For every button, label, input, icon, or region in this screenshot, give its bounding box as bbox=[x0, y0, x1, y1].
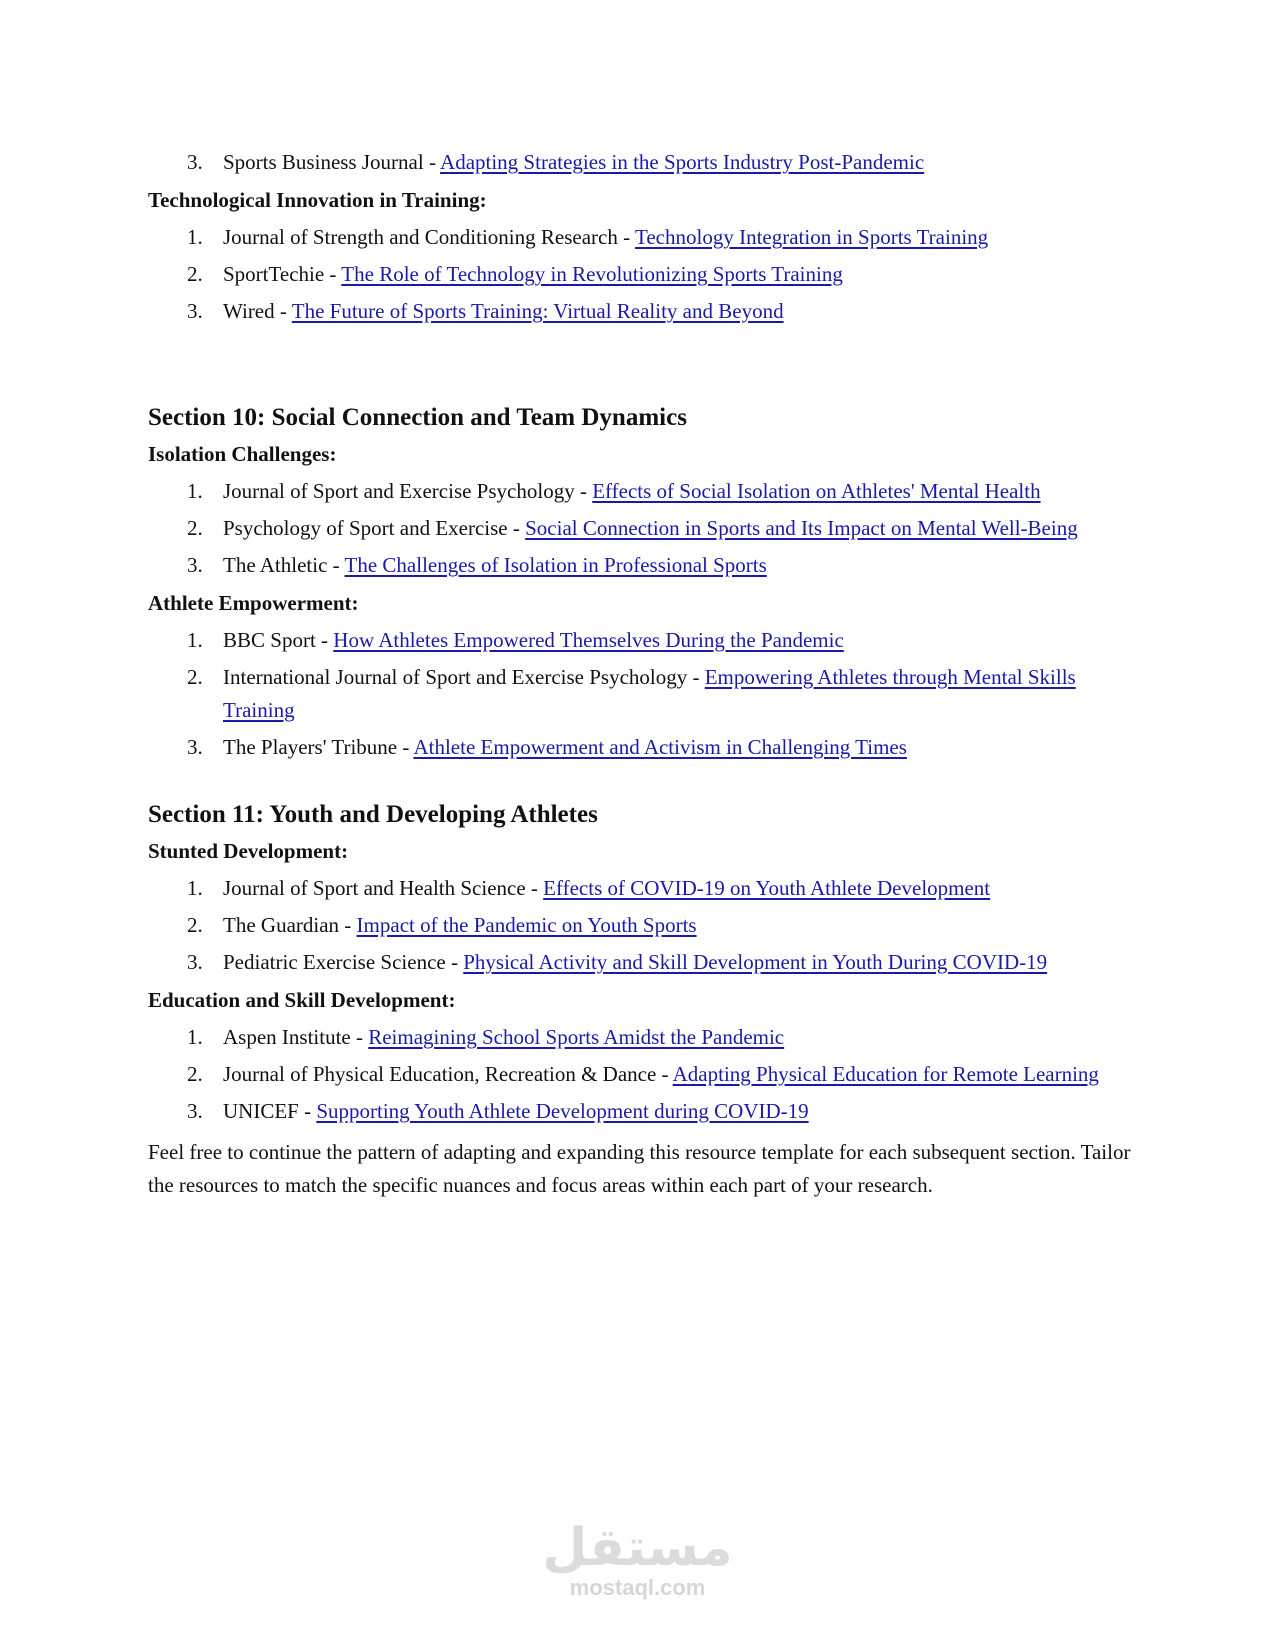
subheading-empowerment: Athlete Empowerment: bbox=[148, 591, 359, 615]
resource-source: Wired bbox=[223, 299, 275, 323]
resource-link[interactable]: Physical Activity and Skill Development in Youth During COVID-19 bbox=[463, 950, 1048, 974]
resource-list bbox=[148, 624, 1138, 764]
item-number: 2. bbox=[187, 913, 203, 937]
resource-item: 2. Psychology of Sport and Exercise - Social Connection in Sports and Its Impact on Mental Well-Being bbox=[148, 512, 1138, 545]
resource-source: Journal of Sport and Health Science bbox=[223, 876, 526, 900]
resource-source: The Players' Tribune bbox=[223, 735, 398, 759]
resource-link[interactable]: The Role of Technology in Revolutionizing Sports Training bbox=[341, 262, 843, 286]
resource-item: 2. Journal of Physical Education, Recreation & Dance - Adapting Physical Education for Remote Learning bbox=[148, 1058, 1138, 1091]
section-10-title: Section 10: Social Connection and Team Dynamics bbox=[148, 404, 687, 431]
resource-item: 3. The Players' Tribune - Athlete Empowerment and Activism in Challenging Times bbox=[148, 731, 1138, 764]
item-number: 1. bbox=[187, 479, 203, 503]
resource-link[interactable]: Impact of the Pandemic on Youth Sports bbox=[356, 913, 697, 937]
resource-link[interactable]: Adapting Physical Education for Remote Learning bbox=[672, 1062, 1099, 1086]
resource-list bbox=[148, 146, 1138, 179]
resource-item: 1. Journal of Sport and Exercise Psychology - Effects of Social Isolation on Athletes' Mental Health bbox=[148, 475, 1138, 508]
item-number: 1. bbox=[187, 1025, 203, 1049]
resource-item: 3. Pediatric Exercise Science - Physical Activity and Skill Development in Youth During COVID-19 bbox=[148, 946, 1138, 979]
item-number: 1. bbox=[187, 876, 203, 900]
resource-item: 3. UNICEF - Supporting Youth Athlete Development during COVID-19 bbox=[148, 1095, 1138, 1128]
resource-item: 3. Wired - The Future of Sports Training: Virtual Reality and Beyond bbox=[148, 295, 1138, 328]
resource-list bbox=[148, 1021, 1138, 1128]
resource-item: 1. Journal of Strength and Conditioning Research - Technology Integration in Sports Training bbox=[148, 221, 1138, 254]
resource-link[interactable]: Technology Integration in Sports Training bbox=[634, 225, 989, 249]
watermark-logo bbox=[0, 1520, 1275, 1600]
subheading-education: Education and Skill Development: bbox=[148, 988, 456, 1012]
item-number: 1. bbox=[187, 628, 203, 652]
resource-item: 3. The Athletic - The Challenges of Isolation in Professional Sports bbox=[148, 549, 1138, 582]
resource-source: BBC Sport bbox=[223, 628, 316, 652]
section-11-title: Section 11: Youth and Developing Athletes bbox=[148, 801, 598, 828]
watermark-latin-text: mostaql.com bbox=[569, 1575, 706, 1600]
document-page bbox=[148, 146, 1138, 1202]
resource-item: 1. Aspen Institute - Reimagining School Sports Amidst the Pandemic bbox=[148, 1021, 1138, 1054]
watermark-arabic-text: مستقل bbox=[542, 1518, 733, 1578]
subheading-tech-innovation: Technological Innovation in Training: bbox=[148, 188, 487, 212]
resource-list bbox=[148, 221, 1138, 328]
resource-link[interactable]: Athlete Empowerment and Activism in Challenging Times bbox=[413, 735, 907, 759]
resource-source: Aspen Institute bbox=[223, 1025, 351, 1049]
resource-source: The Guardian bbox=[223, 913, 340, 937]
subheading-isolation: Isolation Challenges: bbox=[148, 442, 337, 466]
resource-list bbox=[148, 475, 1138, 582]
resource-link[interactable]: Supporting Youth Athlete Development during COVID-19 bbox=[316, 1099, 809, 1123]
resource-source: Journal of Sport and Exercise Psychology bbox=[223, 479, 575, 503]
resource-item: 2. The Guardian - Impact of the Pandemic on Youth Sports bbox=[148, 909, 1138, 942]
item-number: 2. bbox=[187, 1062, 203, 1086]
resource-link[interactable]: Effects of Social Isolation on Athletes' Mental Health bbox=[592, 479, 1041, 503]
resource-link[interactable]: Social Connection in Sports and Its Impact on Mental Well-Being bbox=[525, 516, 1078, 540]
resource-link[interactable]: Empowering Athletes through Mental Skills Training bbox=[223, 665, 1076, 722]
resource-link[interactable]: The Future of Sports Training: Virtual Reality and Beyond bbox=[291, 299, 784, 323]
resource-item: 1. Journal of Sport and Health Science - Effects of COVID-19 on Youth Athlete Development bbox=[148, 872, 1138, 905]
resource-source: SportTechie bbox=[223, 262, 325, 286]
resource-item: 2. SportTechie - The Role of Technology in Revolutionizing Sports Training bbox=[148, 258, 1138, 291]
resource-item: 3. Sports Business Journal - Adapting Strategies in the Sports Industry Post-Pandemic bbox=[148, 146, 1138, 179]
item-number: 3. bbox=[187, 553, 203, 577]
resource-source: Sports Business Journal bbox=[223, 150, 424, 174]
item-number: 2. bbox=[187, 665, 203, 689]
resource-source: UNICEF bbox=[223, 1099, 299, 1123]
item-number: 2. bbox=[187, 516, 203, 540]
resource-link[interactable]: Effects of COVID-19 on Youth Athlete Development bbox=[543, 876, 991, 900]
item-number: 3. bbox=[187, 950, 203, 974]
resource-source: The Athletic bbox=[223, 553, 328, 577]
resource-link[interactable]: Adapting Strategies in the Sports Industry Post-Pandemic bbox=[440, 150, 925, 174]
resource-source: Journal of Physical Education, Recreation & Dance bbox=[223, 1062, 657, 1086]
item-number: 3. bbox=[187, 735, 203, 759]
resource-link[interactable]: How Athletes Empowered Themselves During the Pandemic bbox=[333, 628, 844, 652]
resource-source: Journal of Strength and Conditioning Research bbox=[223, 225, 618, 249]
resource-source: International Journal of Sport and Exercise Psychology bbox=[223, 665, 688, 689]
resource-list bbox=[148, 872, 1138, 979]
resource-source: Pediatric Exercise Science bbox=[223, 950, 446, 974]
item-number: 3. bbox=[187, 299, 203, 323]
item-number: 1. bbox=[187, 225, 203, 249]
item-number: 2. bbox=[187, 262, 203, 286]
resource-item: 2. International Journal of Sport and Exercise Psychology - Empowering Athletes through Mental Skills Training bbox=[148, 661, 1138, 727]
resource-link[interactable]: Reimagining School Sports Amidst the Pandemic bbox=[368, 1025, 785, 1049]
resource-link[interactable]: The Challenges of Isolation in Professional Sports bbox=[344, 553, 767, 577]
closing-paragraph: Feel free to continue the pattern of adapting and expanding this resource template for each subsequent section. Tailor the resources to match the specific nuances and focus areas within each part of your research. bbox=[148, 1140, 1131, 1197]
item-number: 3. bbox=[187, 1099, 203, 1123]
item-number: 3. bbox=[187, 150, 203, 174]
resource-source: Psychology of Sport and Exercise bbox=[223, 516, 508, 540]
subheading-stunted: Stunted Development: bbox=[148, 839, 349, 863]
resource-item: 1. BBC Sport - How Athletes Empowered Themselves During the Pandemic bbox=[148, 624, 1138, 657]
